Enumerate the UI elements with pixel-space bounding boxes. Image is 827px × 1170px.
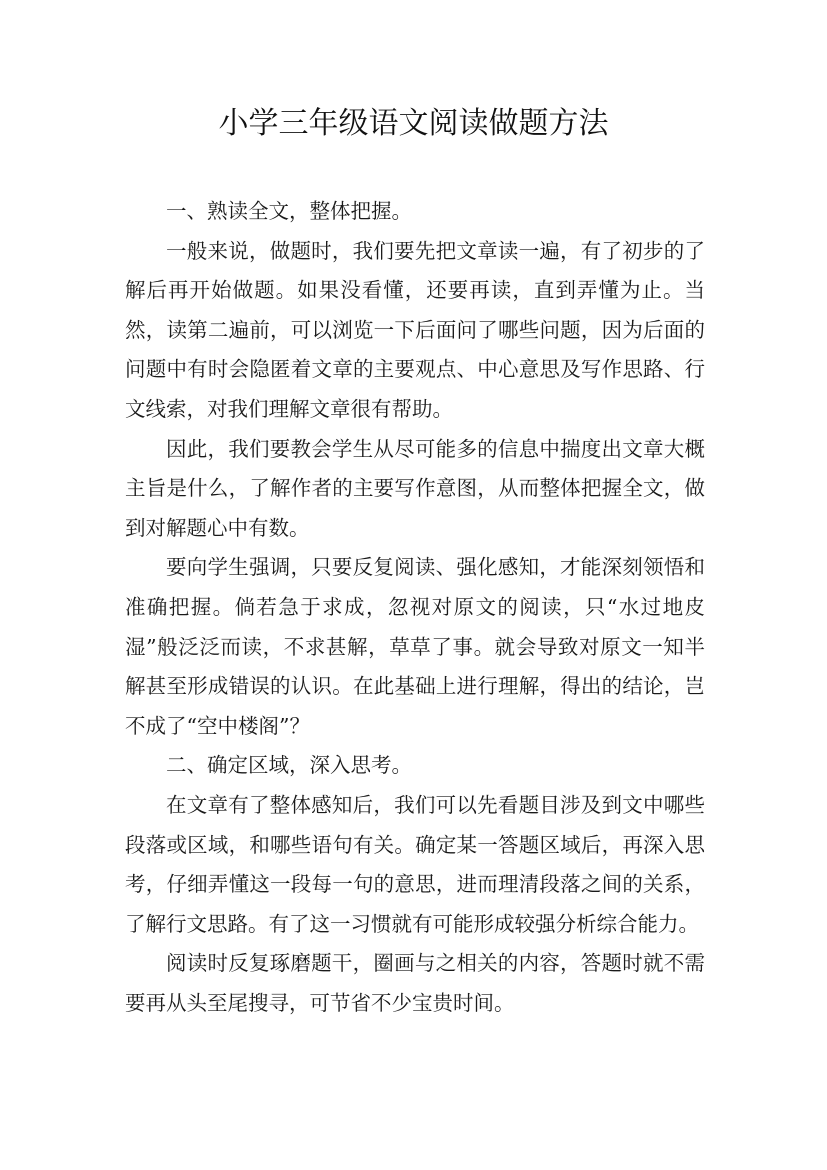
document-title: 小学三年级语文阅读做题方法 — [218, 106, 609, 141]
paragraph: 一般来说，做题时，我们要先把文章读一遍，有了初步的了解后再开始做题。如果没看懂，还要再读，直到弄懂为止。当然，读第二遍前，可以浏览一下后面问了哪些问题，因为后面的问题中有时会隐匿着文章的主要观点、中心意思及写作思路、行文线索，对我们理解文章很有帮助。 — [125, 238, 705, 421]
paragraph: 阅读时反复琢磨题干，圈画与之相关的内容，答题时就不需要再从头至尾搜寻，可节省不少宝贵时间。 — [125, 951, 705, 1015]
paragraph: 要向学生强调，只要反复阅读、强化感知，才能深刻领悟和准确把握。倘若急于求成，忽视对原文的阅读，只“水过地皮湿”般泛泛而读，不求甚解，草草了事。就会导致对原文一知半解甚至形成错误的认识。在此基础上进行理解，得出的结论，岂不成了“空中楼阁”？ — [125, 555, 705, 738]
section-heading-1: 一、熟读全文，整体把握。 — [166, 199, 412, 223]
section-heading-2: 二、确定区域，深入思考。 — [166, 753, 412, 778]
document-body — [125, 192, 705, 1023]
paragraph: 在文章有了整体感知后，我们可以先看题目涉及到文中哪些段落或区域，和哪些语句有关。确定某一答题区域后，再深入思考，仔细弄懂这一段每一句的意思，进而理清段落之间的关系，了解行文思路。有了这一习惯就有可能形成较强分析综合能力。 — [125, 792, 705, 936]
paragraph: 因此，我们要教会学生从尽可能多的信息中揣度出文章大概主旨是什么，了解作者的主要写作意图，从而整体把握全文，做到对解题心中有数。 — [125, 436, 705, 540]
